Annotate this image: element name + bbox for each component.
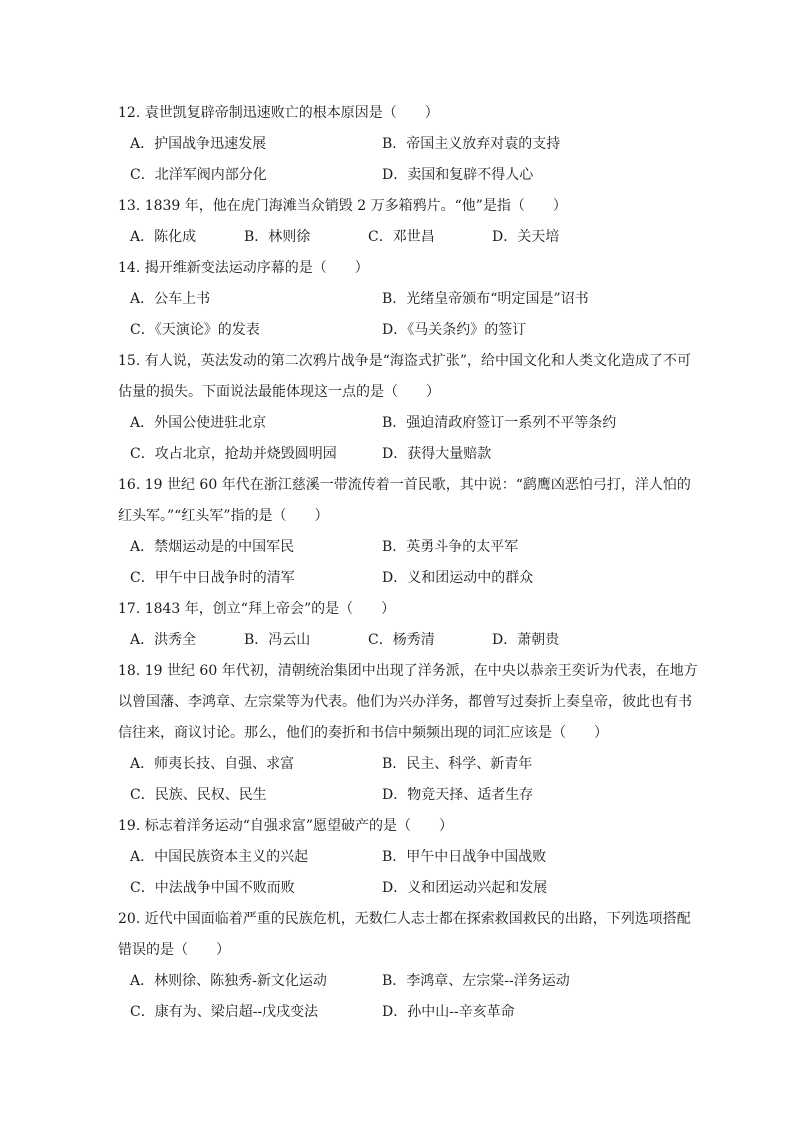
option-b: B．强迫清政府签订一系列不平等条约 [382,415,617,431]
option-row [118,966,698,997]
option-row [118,563,698,594]
option-c: C．中法战争中国不败而败 [130,880,295,896]
option-d: D．获得大量赔款 [382,446,492,462]
question-20 [118,904,698,1028]
option-b: B．光绪皇帝颁布“明定国是”诏书 [382,291,589,307]
option-row [118,780,698,811]
option-row [118,284,698,315]
option-d: D．义和团运动中的群众 [382,570,534,586]
option-a: A．外国公使进驻北京 [130,415,267,431]
option-a: A．师夷长技、自强、求富 [130,756,295,772]
question-stem: 20. 近代中国面临着严重的民族危机，无数仁人志士都在探索救国救民的出路，下列选项搭配错误的是（ ） [118,911,691,958]
question-stem: 18. 19 世纪 60 年代初，清朝统治集团中出现了洋务派，在中央以恭亲王奕䜣为代表，在地方以曾国藩、李鸿章、左宗棠等为代表。他们为兴办洋务，都曾写过奏折上奏皇帝，彼此也有书信往来，商议讨论。那么，他们的奏折和书信中频频出现的词汇应该是（ ） [118,663,698,741]
question-13 [118,191,698,253]
option-b: B．英勇斗争的太平军 [382,539,519,555]
option-row [118,997,698,1028]
question-stem: 17. 1843 年，创立“拜上帝会”的是（ ） [118,601,396,617]
option-a: A．护国战争迅速发展 [130,136,267,152]
option-c: C．《天演论》的发表 [130,322,260,338]
question-stem: 14. 揭开维新变法运动序幕的是（ ） [118,260,369,276]
question-12 [118,98,698,191]
option-b: B．李鸿章、左宗棠--洋务运动 [382,973,570,989]
option-b: B．帝国主义放弃对袁的支持 [382,136,561,152]
question-stem: 12. 袁世凯复辟帝制迅速败亡的根本原因是（ ） [118,105,439,121]
option-d: D．义和团运动兴起和发展 [382,880,548,896]
option-d: D．卖国和复辟不得人心 [382,167,534,183]
option-row [118,222,698,253]
option-a: A．林则徐、陈独秀-新文化运动 [130,973,327,989]
question-stem: 13. 1839 年，他在虎门海滩当众销毁 2 万多箱鸦片。“他”是指（ ） [118,198,567,214]
option-b: B．林则徐 [244,229,311,245]
option-d: D．《马关条约》的签订 [382,322,527,338]
exam-page [118,98,698,1028]
option-row [118,532,698,563]
question-14 [118,253,698,346]
option-a: A．禁烟运动是的中国军民 [130,539,295,555]
question-16 [118,470,698,594]
option-c: C．攻占北京，抢劫并烧毁圆明园 [130,446,337,462]
option-d: D．萧朝贵 [492,632,560,648]
option-a: A．洪秀全 [130,632,197,648]
option-b: B．冯云山 [244,632,311,648]
option-c: C．康有为、梁启超--戊戌变法 [130,1004,319,1020]
option-c: C．杨秀清 [368,632,435,648]
option-c: C．民族、民权、民生 [130,787,267,803]
question-17 [118,594,698,656]
question-15 [118,346,698,470]
question-stem: 16. 19 世纪 60 年代在浙江慈溪一带流传着一首民歌，其中说：“鹞鹰凶恶怕弓打，洋人怕的红头军。”“红头军”指的是（ ） [118,477,691,524]
question-19 [118,811,698,904]
option-a: A．中国民族资本主义的兴起 [130,849,309,865]
option-d: D．物竞天择、适者生存 [382,787,534,803]
option-row [118,842,698,873]
question-18 [118,656,698,811]
option-row [118,439,698,470]
option-row [118,129,698,160]
option-a: A．公车上书 [130,291,211,307]
option-c: C．邓世昌 [368,229,435,245]
option-d: D．关天培 [492,229,560,245]
option-row [118,160,698,191]
option-b: B．民主、科学、新青年 [382,756,533,772]
question-stem: 15. 有人说，英法发动的第二次鸦片战争是“海盗式扩张”，给中国文化和人类文化造成了不可估量的损失。下面说法最能体现这一点的是（ ） [118,353,692,400]
option-row [118,873,698,904]
option-row [118,408,698,439]
question-stem: 19. 标志着洋务运动“自强求富”愿望破产的是（ ） [118,818,454,834]
option-a: A．陈化成 [130,229,197,245]
option-row [118,749,698,780]
option-row [118,625,698,656]
option-b: B．甲午中日战争中国战败 [382,849,547,865]
option-c: C．北洋军阀内部分化 [130,167,267,183]
option-c: C．甲午中日战争时的清军 [130,570,295,586]
option-d: D．孙中山--辛亥革命 [382,1004,515,1020]
option-row [118,315,698,346]
